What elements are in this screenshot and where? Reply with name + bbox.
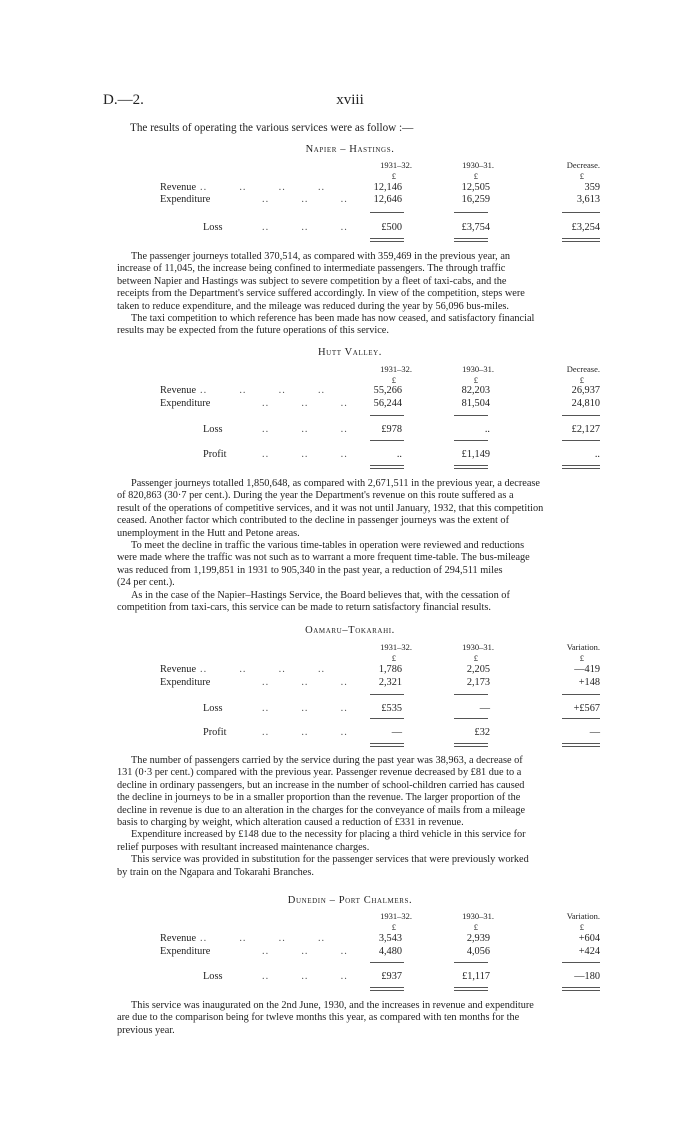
row-label-loss: Loss — [203, 971, 223, 982]
row-label-expenditure: Expenditure — [160, 194, 211, 205]
unit-label: £ — [579, 375, 584, 385]
cell-value: 359 — [584, 182, 600, 193]
cell-value: 1,786 — [378, 664, 402, 675]
unit-label: £ — [579, 653, 584, 663]
cell-value: 4,056 — [466, 946, 490, 957]
column-header: 1930–31. — [462, 642, 494, 652]
document-reference: D.—2. — [103, 92, 144, 108]
unit-label: £ — [579, 922, 584, 932]
unit-label: £ — [473, 653, 478, 663]
cell-value: 12,646 — [373, 194, 402, 205]
row-label-expenditure: Expenditure — [160, 398, 211, 409]
row-label-loss: Loss — [203, 703, 223, 714]
cell-value: 16,259 — [461, 194, 490, 205]
column-header: 1930–31. — [462, 160, 494, 170]
row-label-revenue: Revenue — [160, 664, 197, 675]
column-header: 1930–31. — [462, 911, 494, 921]
row-label-profit: Profit — [203, 727, 227, 738]
page-number: xviii — [336, 92, 364, 108]
cell-value: — — [391, 727, 402, 738]
column-header: 1931–32. — [380, 642, 412, 652]
cell-value: 12,505 — [461, 182, 490, 193]
row-label-expenditure: Expenditure — [160, 677, 211, 688]
cell-value: 81,504 — [461, 398, 490, 409]
cell-value: .. — [396, 449, 402, 460]
cell-value: £2,127 — [571, 424, 600, 435]
unit-label: £ — [473, 375, 478, 385]
cell-value: 56,244 — [373, 398, 402, 409]
cell-value: 24,810 — [571, 398, 600, 409]
cell-value: +£567 — [573, 703, 600, 714]
cell-value: —180 — [574, 971, 600, 982]
cell-value: 2,321 — [378, 677, 402, 688]
unit-label: £ — [579, 171, 584, 181]
row-label-revenue: Revenue — [160, 933, 197, 944]
cell-value: — — [589, 727, 600, 738]
cell-value: 2,205 — [466, 664, 490, 675]
cell-value: — — [479, 703, 490, 714]
section-title-dunedin-port-chalmers: Dunedin – Port Chalmers. — [287, 895, 413, 906]
column-header: Variation. — [566, 642, 600, 652]
cell-value: +148 — [578, 677, 600, 688]
intro-line: The results of operating the various services were as follow :— — [130, 122, 414, 134]
section-title-napier-hastings: Napier – Hastings. — [305, 144, 395, 155]
row-label-profit: Profit — [203, 449, 227, 460]
cell-value: £3,254 — [571, 222, 600, 233]
cell-value: £937 — [381, 971, 402, 982]
cell-value: +604 — [578, 933, 600, 944]
cell-value: £1,117 — [462, 971, 490, 982]
cell-value: 2,173 — [466, 677, 490, 688]
cell-value: 3,613 — [576, 194, 600, 205]
paragraph-oamaru: The number of passengers carried by the service during the past year was 38,963, a decrease of 131 (0·3 per cent.) compared with the previous year. Passenger revenue decreased by £81 due to a decline in ordinary passengers, but an increase in the number of school-children carried has caused the decline in journeys to be in a smaller proportion than the revenue. The larger proportion of the decline in revenue is due to an alteration in the charges for the conveyance of mails from a mileage basis to charging by weight, which alteration caused a reduction of £331 in revenue. Expenditure increased by £148 due to the necessity for placing a third vehicle in this service for relief purposes with resultant increased maintenance charges. This service was provided in substitution for the passenger services that were previously worked by train on the Ngapara and Tokarahi Branches. — [117, 755, 529, 878]
section-title-hutt-valley: Hutt Valley. — [318, 347, 382, 358]
cell-value: 2,939 — [466, 933, 490, 944]
column-header: 1931–32. — [380, 911, 412, 921]
column-header: 1931–32. — [380, 364, 412, 374]
cell-value: .. — [484, 424, 490, 435]
unit-label: £ — [473, 171, 478, 181]
section-title-oamaru-tokarahi: Oamaru–Tokarahi. — [305, 625, 395, 636]
row-label-expenditure: Expenditure — [160, 946, 211, 957]
column-header: Decrease. — [566, 364, 600, 374]
cell-value: —419 — [574, 664, 600, 675]
cell-value: £500 — [381, 222, 402, 233]
column-header: 1931–32. — [380, 160, 412, 170]
unit-label: £ — [391, 922, 396, 932]
column-header: 1930–31. — [462, 364, 494, 374]
unit-label: £ — [391, 375, 396, 385]
paragraph-dunedin: This service was inaugurated on the 2nd June, 1930, and the increases in revenue and expenditure are due to the comparison being for twleve months this year, as compared with ten months for the previous year. — [117, 1000, 534, 1036]
cell-value: £3,754 — [461, 222, 490, 233]
column-header: Decrease. — [566, 160, 600, 170]
cell-value: £978 — [381, 424, 402, 435]
cell-value: 55,266 — [373, 385, 402, 396]
unit-label: £ — [473, 922, 478, 932]
column-header: Variation. — [566, 911, 600, 921]
unit-label: £ — [391, 653, 396, 663]
cell-value: .. — [594, 449, 600, 460]
cell-value: £535 — [381, 703, 402, 714]
document-page: D.—2. xviii The results of operating the various services were as follow :— Napier – Hastings. 1931–32. 1930–31. Decrease. £ £ £ Revenue .. .. .. .. 12,146 12,505 359 Expenditure .. .. .. 12,646 16,259 3,613 Loss .. .. .. £500 £3,754 £3,254 The passenger journeys totalled 370,514, as compared with 359,469 in the previous year, an increase of 11,045, the increase being confined to intermediate passengers. The through traffic between Napier and Hastings was subject to severe competition by a fleet of taxi-cabs, and the receipts from the Department's service suffered accordingly. In view of the competition, steps were taken to reduce expenditure, and the mileage was reduced during the year by 56,096 bus-miles. The taxi competition to which reference has been made has now ceased, and satisfactory financial results may be expected from the future operations of this service. Hutt Valley. 1931–32. 1930–31. Decrease. £ £ £ Revenue .. .. .. .. 55,266 82,203 26,937 Expenditure .. .. .. 56,244 81,504 24,810 Loss .. .. .. £978 .. £2,127 Profit .. .. .. .. £1,149 .. Passenger journeys totalled 1,850,648, as compared with 2,671,511 in the previous year, a decrease of 820,863 (30·7 per cent.). During the year the Department's revenue on this route suffered as a result of the operations of competitive services, and it was not until January, 1932, that this competition ceased. Another factor which contributed to the decline in passenger journeys was the extent of unemployment in the Hutt and Petone areas. To meet the decline in traffic the various time-tables in operation were reviewed and reductions were made where the traffic was not such as to warrant a more frequent time-table. The bus-mileage was reduced from 1,199,851 in 1931 to 905,340 in the past year, a reduction of 294,511 miles (24 per cent.). As in the case of the Napier–Hastings Service, the Board believes that, with the cessation of competition from taxi-cars, this service can be made to return satisfactory financial results. Oamaru–Tokarahi. 1931–32. 1930–31. Variation. £ £ £ Revenue .. .. .. .. 1,786 2,205 —419 Expenditure .. .. .. 2,321 2,173 +148 Loss .. .. .. £535 — +£567 Profit .. .. .. — £32 — The number of passengers carried by the service during the past year was 38,963, a decrease of 131 (0·3 per cent.) compared with the previous year. Passenger revenue decreased by £81 due to a decline in ordinary passengers, but an increase in the number of school-children carried has caused the decline in journeys to be in a smaller proportion than the revenue. The larger proportion of the decline in revenue is due to an alteration in the charges for the conveyance of mails from a mileage basis to charging by weight, which alteration caused a reduction of £331 in revenue. Expenditure increased by £148 due to the necessity for placing a third vehicle in this service for relief purposes with resultant increased maintenance charges. This service was provided in substitution for the passenger services that were previously worked by train on the Ngapara and Tokarahi Branches. Dunedin – Port Chalmers. 1931–32. 1930–31. Variation. £ £ £ Revenue .. .. .. .. 3,543 2,939 +604 Expenditure .. .. .. 4,480 4,056 +424 Loss .. .. .. £937 £1,117 —180 This service was inaugurated on the 2nd June, 1930, and the increases in revenue and expenditure are due to the comparison being for twleve months this year, as compared with ten months for the previous year. — [0, 0, 700, 1143]
cell-value: 3,543 — [378, 933, 402, 944]
row-label-loss: Loss — [203, 222, 223, 233]
row-label-loss: Loss — [203, 424, 223, 435]
cell-value: 4,480 — [378, 946, 402, 957]
cell-value: 26,937 — [571, 385, 600, 396]
row-label-revenue: Revenue — [160, 385, 197, 396]
row-label-revenue: Revenue — [160, 182, 197, 193]
cell-value: 12,146 — [373, 182, 402, 193]
cell-value: 82,203 — [461, 385, 490, 396]
unit-label: £ — [391, 171, 396, 181]
paragraph-napier: The passenger journeys totalled 370,514, as compared with 359,469 in the previous year, an increase of 11,045, the increase being confined to intermediate passengers. The through traffic between Napier and Hastings was subject to severe competition by a fleet of taxi-cabs, and the receipts from the Department's service suffered accordingly. In view of the competition, steps were taken to reduce expenditure, and the mileage was reduced during the year by 56,096 bus-miles. The taxi competition to which reference has been made has now ceased, and satisfactory financial results may be expected from the future operations of this service. — [117, 251, 535, 337]
paragraph-hutt-valley: Passenger journeys totalled 1,850,648, as compared with 2,671,511 in the previous year, a decrease of 820,863 (30·7 per cent.). During the year the Department's revenue on this route suffered as a result of the operations of competitive services, and it was not until January, 1932, that this competition ceased. Another factor which contributed to the decline in passenger journeys was the extent of unemployment in the Hutt and Petone areas. To meet the decline in traffic the various time-tables in operation were reviewed and reductions were made where the traffic was not such as to warrant a more frequent time-table. The bus-mileage was reduced from 1,199,851 in 1931 to 905,340 in the past year, a reduction of 294,511 miles (24 per cent.). As in the case of the Napier–Hastings Service, the Board believes that, with the cessation of competition from taxi-cars, this service can be made to return satisfactory financial results. — [117, 478, 544, 614]
cell-value: £32 — [474, 727, 490, 738]
cell-value: +424 — [578, 946, 600, 957]
cell-value: £1,149 — [461, 449, 490, 460]
